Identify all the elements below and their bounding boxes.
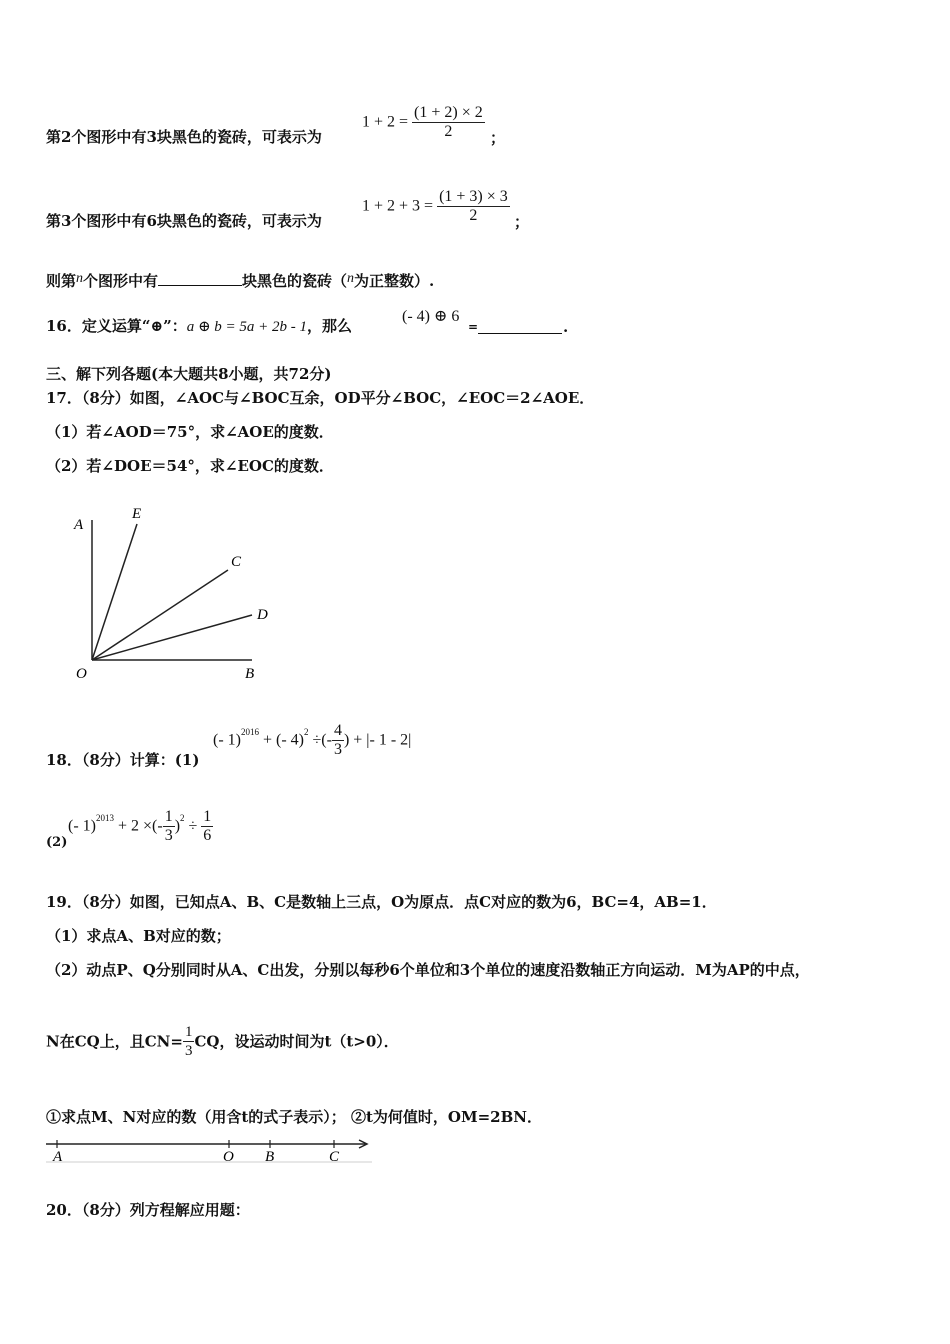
q19-subquestions: ①求点M、N对应的数（用含t的式子表示）； ②t为何值时，OM=2BN．	[46, 1108, 542, 1126]
q15-line2-numerator: (1 + 2) × 2	[414, 104, 483, 121]
ray-OD	[92, 615, 252, 660]
q15-ask-d: 为正整数）.	[354, 272, 435, 290]
q17-angle-figure	[60, 500, 290, 690]
q18-e2-fraction2	[201, 808, 213, 845]
q15-line2-denominator: 2	[444, 123, 453, 140]
q18-e2-den: 3	[164, 827, 173, 844]
q15-var-n: n	[76, 271, 84, 286]
label-C: C	[231, 554, 242, 570]
q19-part1: （1）求点A、B对应的数；	[46, 927, 231, 945]
q19-number-line	[44, 1134, 374, 1168]
q19-fraction	[183, 1023, 195, 1060]
q15-line3-formula	[362, 188, 510, 225]
q16-formula: a ⊕ b = 5a + 2b - 1	[186, 319, 308, 335]
q15-ask-a: 则第	[46, 272, 77, 290]
q18-expression-2	[68, 808, 213, 845]
label-B: B	[245, 666, 255, 682]
q18-e2-d: ÷	[188, 817, 198, 835]
q19-cont-b: CQ，设运动时间为t（t>0）．	[194, 1032, 399, 1051]
q18-e1-b: + (- 4)	[262, 731, 304, 749]
label-O: O	[76, 666, 87, 682]
q18-e2-b: + 2 ×(-	[117, 817, 163, 835]
q18-e1-den: 3	[333, 741, 342, 758]
ray-OE	[92, 524, 137, 660]
q16-lead: 16．定义运算“⊕”：	[46, 317, 187, 335]
q16-line	[46, 317, 352, 336]
q15-line3-numerator: (1 + 3) × 3	[439, 188, 508, 205]
q17-part1: （1）若∠AOD＝75°，求∠AOE的度数．	[46, 423, 334, 441]
q15-line3-text: 第3个图形中有6块黑色的瓷砖，可表示为	[46, 212, 322, 230]
q15-line3-end: ；	[514, 213, 530, 231]
q15-var-n2: n	[347, 271, 355, 286]
q18-e1-num: 4	[333, 722, 342, 739]
label-A: A	[74, 517, 84, 533]
q16-expression: (- 4) ⊕ 6	[402, 308, 460, 325]
label-E: E	[132, 506, 142, 522]
q18-e1-a: (- 1)	[213, 731, 241, 749]
q17-part2: （2）若∠DOE＝54°，求∠EOC的度数．	[46, 457, 334, 475]
ray-OC	[92, 570, 228, 660]
q18-e2-num2: 1	[203, 808, 212, 825]
q19-continuation	[46, 1023, 399, 1060]
q18-e2-exp: 2013	[95, 813, 114, 824]
q15-ask-c: 块黑色的瓷砖（	[242, 272, 348, 290]
q15-line3-fraction	[437, 188, 510, 225]
axis-label-C: C	[329, 1149, 340, 1165]
q17-stem: 17．（8分）如图，∠AOC与∠BOC互余，OD平分∠BOC，∠EOC＝2∠AOE．	[46, 389, 595, 407]
q15-line2-fraction	[412, 104, 485, 141]
q18-e1-exp2: 2	[304, 727, 309, 738]
q18-expression-1	[213, 722, 411, 759]
q15-ask-b: 个图形中有	[83, 272, 159, 290]
q20-stem: 20．（8分）列方程解应用题：	[46, 1201, 250, 1219]
q15-line3-denominator: 2	[469, 207, 478, 224]
q19-part2: （2）动点P、Q分别同时从A、C出发，分别以每秒6个单位和3个单位的速度沿数轴正方向运动．M为AP的中点，	[46, 961, 810, 979]
label-D: D	[257, 607, 268, 623]
q18-e1-c: ÷(-	[312, 731, 332, 749]
q18-e2-fraction	[163, 808, 175, 845]
q19-frac-num: 1	[184, 1024, 193, 1040]
axis-label-B: B	[265, 1149, 275, 1165]
q16-answer-blank[interactable]	[478, 318, 562, 334]
section3-title: 三、解下列各题(本大题共8小题，共72分)	[46, 365, 332, 383]
q18-e2-num: 1	[164, 808, 173, 825]
axis-label-O: O	[223, 1149, 234, 1165]
q16-mid: ，那么	[307, 317, 353, 335]
q18-lead: 18．（8分）计算：(1)	[46, 751, 200, 769]
q18-e1-d: ) + |- 1 - 2|	[343, 731, 412, 749]
q15-line2-end: ；	[490, 129, 506, 147]
q19-frac-den: 3	[184, 1043, 193, 1059]
q18-e2-den2: 6	[203, 827, 212, 844]
q15-line2-formula	[362, 104, 485, 141]
q18-e1-exp: 2016	[240, 727, 259, 738]
q15-question	[46, 270, 434, 290]
q18-e1-fraction	[332, 722, 344, 759]
q19-stem: 19．（8分）如图，已知点A、B、C是数轴上三点，O为原点．点C对应的数为6，BC=4，AB=1．	[46, 893, 717, 911]
q16-end: .	[563, 318, 569, 336]
q15-line3-lhs: 1 + 2 + 3 =	[362, 197, 434, 215]
q19-cont-a: N在CQ上，且CN=	[46, 1032, 183, 1051]
q15-line2-lhs: 1 + 2 =	[362, 113, 409, 131]
q15-line2-text: 第2个图形中有3块黑色的瓷砖，可表示为	[46, 128, 322, 146]
q15-answer-blank[interactable]	[158, 271, 242, 286]
q18-e2-c: )	[174, 817, 181, 835]
axis-label-A: A	[53, 1149, 63, 1165]
q18-e2-a: (- 1)	[68, 817, 96, 835]
q18-e2-exp2: 2	[180, 813, 185, 824]
q18-lead2: (2)	[46, 835, 68, 850]
q16-equals: =	[468, 320, 479, 334]
